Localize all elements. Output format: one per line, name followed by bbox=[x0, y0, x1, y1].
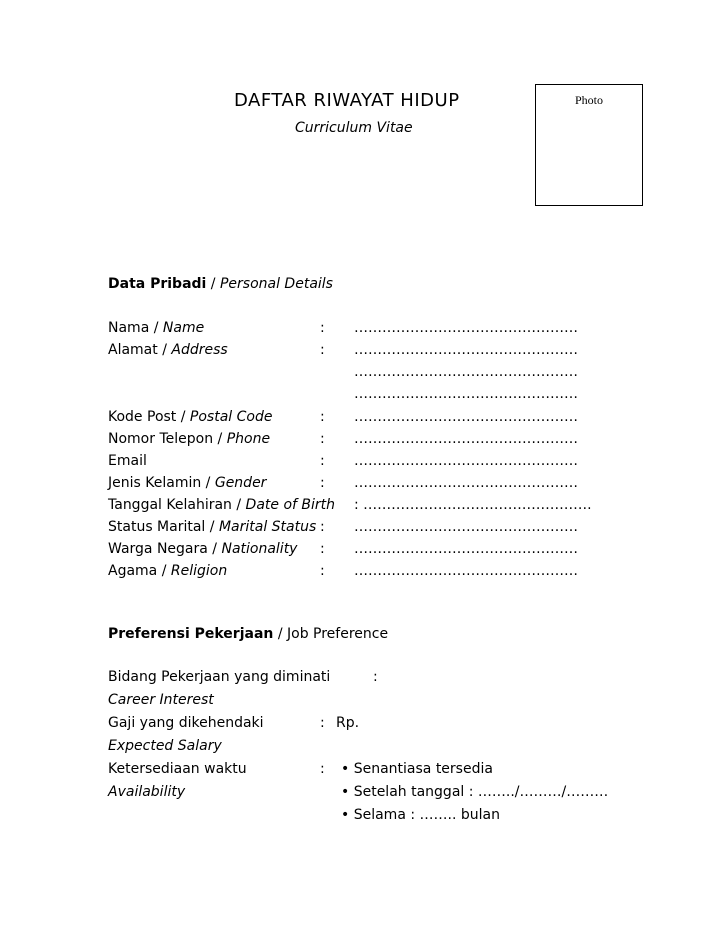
field-label-sep: / bbox=[157, 342, 172, 358]
availability-colon: : bbox=[320, 761, 325, 777]
photo-label: Photo bbox=[574, 93, 603, 107]
field-label-dob bbox=[108, 497, 335, 513]
field-label-text: Warga Negara bbox=[108, 541, 208, 557]
field-label-sep: / bbox=[231, 497, 246, 513]
availability-label: Ketersediaan waktu bbox=[108, 761, 247, 777]
field-colon: : bbox=[320, 519, 325, 535]
field-label-en: Date of Birth bbox=[245, 497, 336, 513]
field-colon: : bbox=[320, 453, 325, 469]
career-interest-label: Bidang Pekerjaan yang diminati bbox=[108, 669, 331, 685]
field-label-text: Nomor Telepon bbox=[108, 431, 214, 447]
field-colon: : bbox=[320, 563, 325, 579]
field-label-en: Nationality bbox=[221, 541, 298, 557]
field-value-phone[interactable]: ………………………………………… bbox=[354, 431, 578, 447]
field-value-dob[interactable]: : …………………………………………. bbox=[354, 497, 592, 513]
career-interest-label-en: Career Interest bbox=[108, 692, 214, 708]
availability-option[interactable]: • Senantiasa tersedia bbox=[341, 761, 493, 777]
field-value-address[interactable]: ………………………………………… bbox=[354, 342, 578, 358]
field-label-en: Marital Status bbox=[218, 519, 317, 535]
field-label-phone bbox=[108, 431, 270, 447]
field-colon: : bbox=[320, 342, 325, 358]
field-label-en: Postal Code bbox=[189, 409, 273, 425]
field-label-en: Address bbox=[171, 342, 228, 358]
field-label-sep: / bbox=[157, 563, 171, 579]
field-label-en: Gender bbox=[214, 475, 267, 491]
field-label-sep: / bbox=[176, 409, 190, 425]
field-label-nationality bbox=[108, 541, 297, 557]
field-label-text: Kode Post bbox=[108, 409, 177, 425]
section-heading-personal bbox=[108, 276, 333, 292]
field-value-address-line[interactable]: ………………………………………… bbox=[354, 364, 578, 380]
field-label-name bbox=[108, 320, 204, 336]
field-value-religion[interactable]: ………………………………………… bbox=[354, 563, 578, 579]
field-label-text: Agama bbox=[108, 563, 158, 579]
field-label-text: Tanggal Kelahiran bbox=[108, 497, 232, 513]
field-label-text: Alamat bbox=[108, 342, 158, 358]
field-label-email bbox=[108, 453, 147, 469]
field-label-sep: / bbox=[201, 475, 215, 491]
field-label-en: Phone bbox=[226, 431, 271, 447]
salary-label-en: Expected Salary bbox=[108, 738, 222, 754]
section-heading-job bbox=[108, 626, 388, 642]
field-colon: : bbox=[320, 475, 325, 491]
salary-colon: : bbox=[320, 715, 325, 731]
field-label-text: Email bbox=[108, 453, 147, 469]
field-colon: : bbox=[320, 541, 325, 557]
field-label-religion bbox=[108, 563, 227, 579]
field-value-nationality[interactable]: ………………………………………… bbox=[354, 541, 578, 557]
document-subtitle: Curriculum Vitae bbox=[295, 120, 413, 136]
availability-option[interactable]: • Selama : …….. bulan bbox=[341, 807, 500, 823]
field-label-sep: / bbox=[207, 541, 222, 557]
field-label-gender bbox=[108, 475, 266, 491]
field-label-en: Religion bbox=[170, 563, 228, 579]
document-title: DAFTAR RIWAYAT HIDUP bbox=[234, 90, 460, 111]
field-value-marital[interactable]: ………………………………………… bbox=[354, 519, 578, 535]
field-colon: : bbox=[320, 320, 325, 336]
photo-box bbox=[535, 84, 643, 206]
field-value-address-line[interactable]: ………………………………………… bbox=[354, 386, 578, 402]
field-value-email[interactable]: ………………………………………… bbox=[354, 453, 578, 469]
field-colon: : bbox=[320, 409, 325, 425]
section-title: Preferensi Pekerjaan bbox=[108, 626, 274, 642]
field-colon: : bbox=[320, 431, 325, 447]
field-label-marital bbox=[108, 519, 316, 535]
field-label-sep: / bbox=[205, 519, 219, 535]
field-label-text: Jenis Kelamin bbox=[108, 475, 202, 491]
field-value-postal[interactable]: ………………………………………… bbox=[354, 409, 578, 425]
salary-value[interactable]: Rp. bbox=[336, 715, 360, 731]
section-title-en: Job Preference bbox=[287, 626, 389, 642]
field-value-name[interactable]: ………………………………………… bbox=[354, 320, 578, 336]
career-interest-colon: : bbox=[373, 669, 378, 685]
field-label-address bbox=[108, 342, 228, 358]
section-title-sep: / bbox=[273, 626, 287, 642]
field-label-postal bbox=[108, 409, 272, 425]
field-label-en: Name bbox=[162, 320, 205, 336]
section-title-sep: / bbox=[206, 276, 220, 292]
field-label-text: Status Marital bbox=[108, 519, 206, 535]
section-title-en: Personal Details bbox=[219, 276, 333, 292]
field-value-gender[interactable]: ………………………………………… bbox=[354, 475, 578, 491]
section-title: Data Pribadi bbox=[108, 276, 207, 292]
availability-label-en: Availability bbox=[108, 784, 186, 800]
salary-label: Gaji yang dikehendaki bbox=[108, 715, 264, 731]
field-label-text: Nama bbox=[108, 320, 150, 336]
field-label-sep: / bbox=[149, 320, 163, 336]
availability-option[interactable]: • Setelah tanggal : ……../………/……… bbox=[341, 784, 609, 800]
field-label-sep: / bbox=[213, 431, 227, 447]
